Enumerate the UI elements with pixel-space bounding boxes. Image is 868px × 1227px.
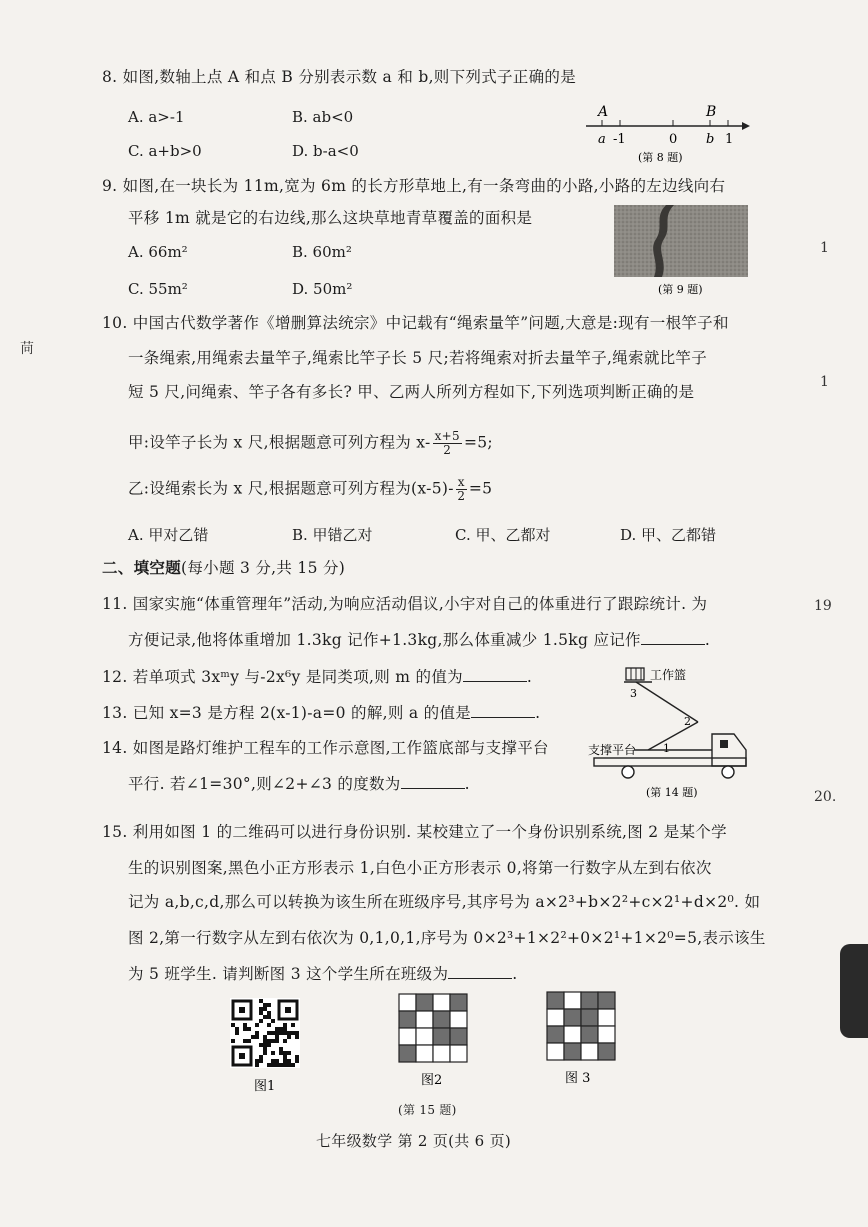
q9-line2: 平移 1m 就是它的右边线,那么这块草地青草覆盖的面积是 <box>128 209 533 227</box>
grid-cell <box>547 992 564 1009</box>
q10-option-d: D. 甲、乙都错 <box>620 526 717 544</box>
qr-module <box>275 1035 279 1039</box>
grid-cell <box>399 994 416 1011</box>
grid-cell <box>399 1028 416 1045</box>
qr-module <box>243 1023 247 1027</box>
q9-line1: 9. 如图,在一块长为 11m,宽为 6m 的长方形草地上,有一条弯曲的小路,小路的左边线向右 <box>102 177 726 195</box>
grid-cell <box>598 1009 615 1026</box>
q10-option-c: C. 甲、乙都对 <box>455 526 551 544</box>
qr-module <box>259 1019 263 1023</box>
q15-line2: 生的识别图案,黑色小正方形表示 1,白色小正方形表示 0,将第一行数字从左到右依次 <box>128 859 712 877</box>
q14-angle2: 2 <box>684 715 691 728</box>
q15-qr-code-figure <box>230 998 304 1094</box>
qr-module <box>283 1039 287 1043</box>
q11-answer-blank[interactable] <box>641 630 705 645</box>
margin-left-char: 苘 <box>20 341 34 357</box>
q9-option-a: A. 66m² <box>128 243 188 261</box>
grid-cell <box>433 1011 450 1028</box>
q10-line2: 一条绳索,用绳索去量竿子,绳索比竿子长 5 尺;若将绳索对折去量竿子,绳索就比竿子 <box>128 349 708 367</box>
qr-module <box>247 1039 251 1043</box>
qr-module <box>263 1015 267 1019</box>
qr-module <box>275 1059 279 1063</box>
qr-module <box>255 1059 259 1063</box>
q15-fig1-label: 图1 <box>254 1079 276 1094</box>
binder-clip-edge <box>840 944 868 1038</box>
q14-platform-label: 支撑平台 <box>588 743 637 757</box>
q8-tick-1: 1 <box>725 132 734 147</box>
qr-module <box>283 1023 287 1027</box>
q14-truck-bed <box>594 758 746 766</box>
grid-cell <box>433 1028 450 1045</box>
q15-fig2-grid <box>397 992 473 1092</box>
qr-module <box>259 1011 263 1015</box>
qr-module <box>263 1007 267 1011</box>
qr-module <box>279 1051 283 1055</box>
q10-line3: 短 5 尺,问绳索、竿子各有多长? 甲、乙两人所列方程如下,下列选项判断正确的是 <box>128 383 695 401</box>
grid-cell <box>416 1028 433 1045</box>
q9-option-d: D. 50m² <box>292 280 353 298</box>
qr-module <box>263 1047 267 1051</box>
grid-cell <box>416 994 433 1011</box>
q14-angle1: 1 <box>663 742 670 755</box>
grid-cell <box>399 1011 416 1028</box>
grid-cell <box>450 994 467 1011</box>
qr-module <box>271 1051 275 1055</box>
grid-cell <box>564 1026 581 1043</box>
grid-cell <box>547 1009 564 1026</box>
q14-wheel-rear <box>622 766 634 778</box>
q10-option-b: B. 甲错乙对 <box>292 526 373 544</box>
q8-option-c: C. a+b>0 <box>128 142 202 160</box>
qr-module <box>263 1051 267 1055</box>
qr-module <box>295 1031 299 1035</box>
q15-line1: 15. 利用如图 1 的二维码可以进行身份识别. 某校建立了一个身份识别系统,图 2 是某个学 <box>102 823 727 841</box>
qr-module <box>275 1039 279 1043</box>
q15-answer-blank[interactable] <box>448 964 512 979</box>
grid-cell <box>547 1026 564 1043</box>
section2-heading: 二、填空题(每小题 3 分,共 15 分) <box>102 558 346 577</box>
q8-tick-0: 0 <box>669 132 678 147</box>
q14-line2: 平行. 若∠1=30°,则∠2+∠3 的度数为 . <box>128 775 470 793</box>
q9-caption: (第 9 题) <box>658 283 703 296</box>
q11-line1: 11. 国家实施“体重管理年”活动,为响应活动倡议,小宇对自己的体重进行了跟踪统计. 为 <box>102 595 708 613</box>
qr-module <box>271 1063 275 1067</box>
qr-module <box>283 1059 287 1063</box>
q14-line1: 14. 如图是路灯维护工程车的工作示意图,工作篮底部与支撑平台 <box>102 739 549 757</box>
qr-module <box>283 1063 287 1067</box>
qr-module <box>243 1027 247 1031</box>
qr-module <box>255 1023 259 1027</box>
qr-module <box>279 1031 283 1035</box>
grid-cell <box>598 992 615 1009</box>
qr-module <box>271 1019 275 1023</box>
q10-yi-fraction: $\frac{x}{2}$ <box>457 475 466 503</box>
qr-module <box>263 1035 267 1039</box>
qr-module <box>279 1047 283 1051</box>
grid-cell <box>399 1045 416 1062</box>
qr-module <box>259 1059 263 1063</box>
qr-module <box>271 1059 275 1063</box>
qr-module <box>287 1051 291 1055</box>
qr-module <box>295 1059 299 1063</box>
qr-module <box>275 1031 279 1035</box>
grid-cell <box>564 1009 581 1026</box>
q10-jia-fraction: $\frac{x+5}{2}$ <box>434 429 460 457</box>
qr-module <box>267 1043 271 1047</box>
q15-line3: 记为 a,b,c,d,那么可以转换为该生所在班级序号,其序号为 a×2³+b×2²+c×2¹+d×2⁰. 如 <box>128 893 761 911</box>
q8-axis-arrow <box>742 122 750 130</box>
grid-cell <box>433 994 450 1011</box>
q10-yi-text: 乙:设绳索长为 x 尺,根据题意可列方程为(x-5)- <box>128 479 454 498</box>
qr-module <box>259 1055 263 1059</box>
qr-module <box>231 1039 235 1043</box>
qr-module <box>283 1027 287 1031</box>
qr-module <box>263 1043 267 1047</box>
qr-module <box>255 1063 259 1067</box>
q14-truck-cab <box>712 734 746 766</box>
q15-line5: 为 5 班学生. 请判断图 3 这个学生所在班级为 . <box>128 965 518 983</box>
grid-cell <box>416 1045 433 1062</box>
margin-right-19: 19 <box>814 598 832 614</box>
qr-module <box>243 1039 247 1043</box>
qr-module <box>259 999 263 1003</box>
grid-cell <box>581 1009 598 1026</box>
qr-module <box>287 1035 291 1039</box>
q14-caption: (第 14 题) <box>646 786 698 799</box>
q8-caption: (第 8 题) <box>638 151 683 164</box>
margin-right-1a: 1 <box>820 240 829 256</box>
qr-module <box>295 1055 299 1059</box>
q15-fig3-label: 图 3 <box>565 1071 591 1086</box>
qr-module <box>259 1007 263 1011</box>
grid-cell <box>564 1043 581 1060</box>
q10-option-a: A. 甲对乙错 <box>128 526 209 544</box>
qr-module <box>283 1031 287 1035</box>
qr-module <box>259 1043 263 1047</box>
qr-module <box>295 1035 299 1039</box>
qr-module <box>267 1023 271 1027</box>
q8-tick-a: a <box>598 132 606 147</box>
qr-module <box>283 1055 287 1059</box>
q8-option-a: A. a>-1 <box>128 108 185 126</box>
qr-module <box>251 1035 255 1039</box>
grid-cell <box>450 1011 467 1028</box>
q10-yi-equation: 乙:设绳索长为 x 尺,根据题意可列方程为(x-5)- $\frac{x}{2}$ =5 <box>128 475 493 503</box>
q8-option-d: D. b-a<0 <box>292 142 359 160</box>
qr-module <box>267 1039 271 1043</box>
qr-module <box>287 1063 291 1067</box>
qr-module <box>287 1031 291 1035</box>
q15-line4: 图 2,第一行数字从左到右依次为 0,1,0,1,序号为 0×2³+1×2²+0×2¹+1×2⁰=5,表示该生 <box>128 929 766 947</box>
margin-right-1b: 1 <box>820 374 829 390</box>
q14-basket-label: 工作篮 <box>650 668 687 682</box>
qr-module <box>275 1027 279 1031</box>
q8-point-a-label: A <box>598 104 609 120</box>
qr-module <box>291 1031 295 1035</box>
page-footer: 七年级数学 第 2 页(共 6 页) <box>316 1132 512 1150</box>
q8-tick-neg1: -1 <box>613 132 626 147</box>
qr-module <box>267 1031 271 1035</box>
qr-module <box>271 1039 275 1043</box>
q15-fig2-label: 图2 <box>421 1073 443 1088</box>
q12-text: 12. 若单项式 3xᵐy 与-2x⁶y 是同类项,则 m 的值为 . <box>102 668 533 686</box>
q15-fig3-grid <box>545 990 621 1090</box>
q8-option-b: B. ab<0 <box>292 108 354 126</box>
qr-module <box>231 1023 235 1027</box>
q8-stem: 8. 如图,数轴上点 A 和点 B 分别表示数 a 和 b,则下列式子正确的是 <box>102 68 577 86</box>
qr-module <box>275 1063 279 1067</box>
q8-point-b-label: B <box>706 104 717 120</box>
qr-module <box>247 1027 251 1031</box>
q13-answer-blank[interactable] <box>471 703 535 718</box>
q14-angle3: 3 <box>630 687 637 700</box>
q9-option-b: B. 60m² <box>292 243 352 261</box>
q9-grass-figure <box>614 205 748 300</box>
q11-line2: 方便记录,他将体重增加 1.3kg 记作+1.3kg,那么体重减少 1.5kg 应记作 . <box>128 631 711 649</box>
qr-module <box>271 1031 275 1035</box>
grid-cell <box>581 992 598 1009</box>
q10-jia-equation: 甲:设竿子长为 x 尺,根据题意可列方程为 x- $\frac{x+5}{2}$ =5; <box>128 429 493 457</box>
q14-wheel-front <box>722 766 734 778</box>
qr-module <box>287 1059 291 1063</box>
qr-module <box>283 1051 287 1055</box>
grid-cell <box>450 1028 467 1045</box>
q9-grass-rect <box>614 205 748 277</box>
q10-jia-text: 甲:设竿子长为 x 尺,根据题意可列方程为 x- <box>128 433 431 452</box>
qr-module <box>267 1011 271 1015</box>
q14-answer-blank[interactable] <box>401 774 465 789</box>
grid-cell <box>581 1026 598 1043</box>
q15-caption: (第 15 题) <box>398 1103 457 1117</box>
q13-text: 13. 已知 x=3 是方程 2(x-1)-a=0 的解,则 a 的值是 . <box>102 704 541 722</box>
grid-cell <box>581 1043 598 1060</box>
q12-answer-blank[interactable] <box>463 667 527 682</box>
qr-module <box>255 1035 259 1039</box>
q14-truck-figure <box>588 662 758 804</box>
q8-tick-b: b <box>706 132 715 147</box>
qr-module <box>279 1063 283 1067</box>
qr-module <box>263 1039 267 1043</box>
grid-cell <box>598 1043 615 1060</box>
grid-cell <box>547 1043 564 1060</box>
q10-line1: 10. 中国古代数学著作《增删算法统宗》中记载有“绳索量竿”问题,大意是:现有一根竿子和 <box>102 314 729 332</box>
qr-module <box>267 1063 271 1067</box>
qr-module <box>291 1023 295 1027</box>
qr-module <box>263 1003 267 1007</box>
margin-right-20: 20. <box>814 789 837 805</box>
grid-cell <box>450 1045 467 1062</box>
qr-module <box>255 1031 259 1035</box>
q9-option-c: C. 55m² <box>128 280 188 298</box>
grid-cell <box>416 1011 433 1028</box>
qr-module <box>291 1063 295 1067</box>
qr-module <box>235 1031 239 1035</box>
grid-cell <box>598 1026 615 1043</box>
qr-module <box>235 1027 239 1031</box>
qr-module <box>267 1015 271 1019</box>
grid-cell <box>433 1045 450 1062</box>
qr-module <box>267 1003 271 1007</box>
grid-cell <box>564 992 581 1009</box>
qr-module <box>279 1027 283 1031</box>
q8-number-line-figure <box>580 98 760 168</box>
